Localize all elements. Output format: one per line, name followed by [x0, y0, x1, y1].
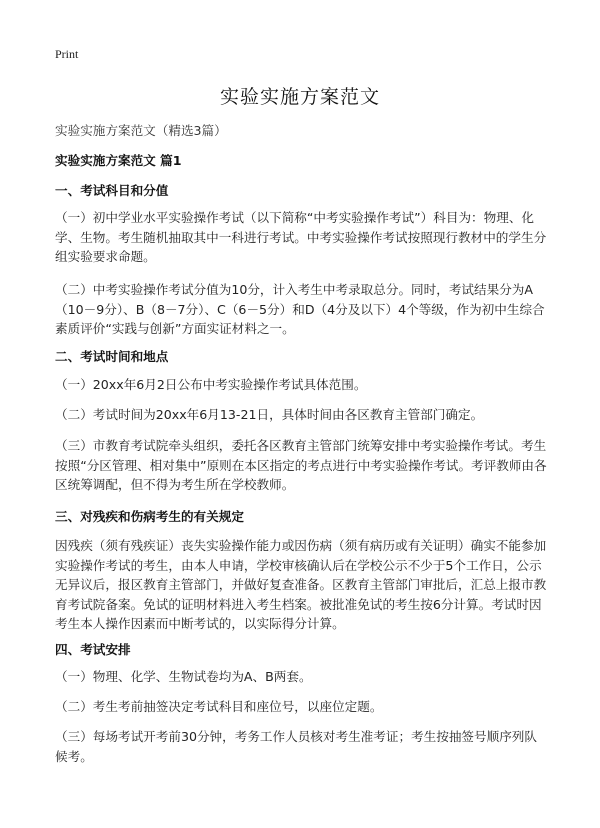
section-4-paragraph-2: （二）考生考前抽签决定考试科目和座位号，以座位定题。 [55, 699, 383, 714]
print-link[interactable]: Print [55, 47, 79, 61]
article-heading: 实验实施方案范文 篇1 [55, 153, 182, 168]
section-2-paragraph-2: （二）考试时间为20xx年6月13-21日，具体时间由各区教育主管部门确定。 [55, 407, 484, 422]
section-4-paragraph-1: （一）物理、化学、生物试卷均为A、B两套。 [55, 669, 312, 684]
section-2-heading: 二、考试时间和地点 [55, 349, 169, 364]
section-4-paragraph-3: （三）每场考试开考前30分钟，考务工作人员核对考生准考证；考生按抽签号顺序列队候考。 [55, 729, 537, 764]
section-2-paragraph-3: （三）市教育考试院牵头组织，委托各区教育主管部门统筹安排中考实验操作考试。考生按照“分区管理、相对集中”原则在本区指定的考点进行中考实验操作考试。考评教师由各区统筹调配，但不得为考生所在学校教师。 [55, 438, 547, 492]
section-2-paragraph-1: （一）20xx年6月2日公布中考实验操作考试具体范围。 [55, 377, 367, 392]
document-title: 实验实施方案范文 [219, 86, 380, 108]
section-3-heading: 三、对残疾和伤病考生的有关规定 [55, 509, 244, 524]
section-1-paragraph-1: （一）初中学业水平实验操作考试（以下简称“中考实验操作考试”）科目为：物理、化学、生物。考生随机抽取其中一科进行考试。中考实验操作考试按照现行教材中的学生分组实验要求命题。 [55, 210, 547, 264]
section-4-heading: 四、考试安排 [55, 642, 131, 657]
section-3-paragraph-1: 因残疾（须有残疾证）丧失实验操作能力或因伤病（须有病历或有关证明）确实不能参加实验操作考试的考生，由本人申请，学校审核确认后在学校公示不少于5个工作日，公示无异议后，报区教育主管部门，并做好复查准备。区教育主管部门审批后，汇总上报市教育考试院备案。免试的证明材料进入考生档案。被批准免试的考生按6分计算。考试时因考生本人操作因素而中断考试的，以实际得分计算。 [55, 538, 547, 631]
section-1-heading: 一、考试科目和分值 [55, 183, 169, 198]
document-subtitle: 实验实施方案范文（精选3篇） [55, 123, 227, 138]
section-1-paragraph-2: （二）中考实验操作考试分值为10分，计入考生中考录取总分。同时，考试结果分为A（10－9分）、B（8－7分）、C（6－5分）和D（4分及以下）4个等级，作为初中生综合素质评价“实践与创新”方面实证材料之一。 [55, 282, 545, 336]
